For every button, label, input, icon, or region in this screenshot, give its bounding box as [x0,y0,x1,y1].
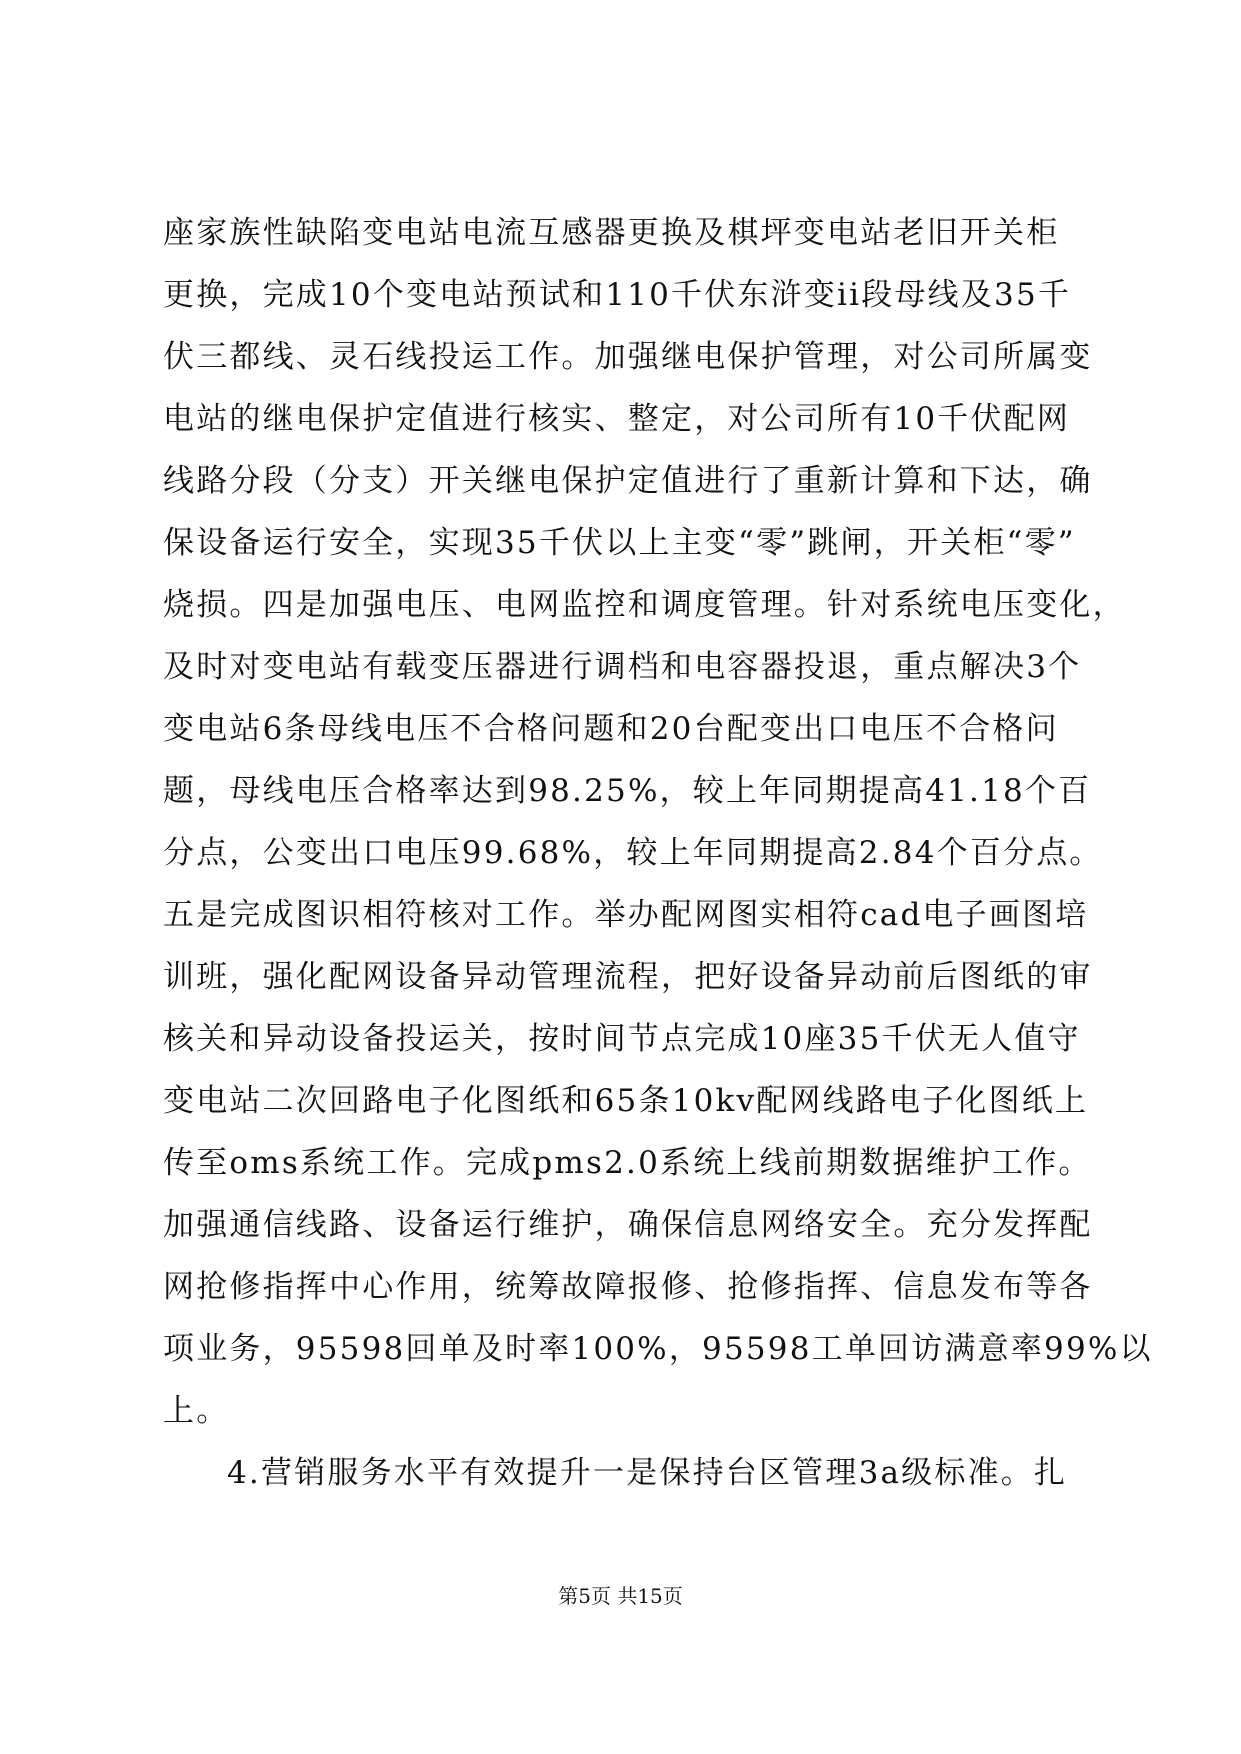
body-text-line: 电站的继电保护定值进行核实、整定，对公司所有10千伏配网 [163,401,1071,437]
body-text-line: 烧损。四是加强电压、电网监控和调度管理。针对系统电压变化， [163,587,1126,623]
paragraph-first-line: 4.营销服务水平有效提升一是保持台区管理3a级标准。扎 [227,1455,1068,1491]
body-text-line: 题，母线电压合格率达到98.25%，较上年同期提高41.18个百 [163,773,1092,809]
body-text-line: 分点，公变出口电压99.68%，较上年同期提高2.84个百分点。 [163,835,1103,871]
body-text-line: 网抢修指挥中心作用，统筹故障报修、抢修指挥、信息发布等各 [163,1269,1093,1305]
body-text-line: 上。 [163,1393,230,1429]
body-text-line: 训班，强化配网设备异动管理流程，把好设备异动前后图纸的审 [163,959,1093,995]
body-text-line: 核关和异动设备投运关，按时间节点完成10座35千伏无人值守 [163,1021,1081,1057]
body-text-line: 项业务，95598回单及时率100%，95598工单回访满意率99%以 [163,1331,1153,1367]
body-text-line: 更换，完成10个变电站预试和110千伏东浒变ii段母线及35千 [163,277,1072,313]
body-text-line: 座家族性缺陷变电站电流互感器更换及棋坪变电站老旧开关柜 [163,215,1060,251]
body-text-line: 变电站6条母线电压不合格问题和20台配变出口电压不合格问 [163,711,1059,747]
body-text-line: 加强通信线路、设备运行维护，确保信息网络安全。充分发挥配 [163,1207,1093,1243]
body-text-line: 保设备运行安全，实现35千伏以上主变“零”跳闸，开关柜“零” [163,525,1076,561]
body-text-line: 线路分段（分支）开关继电保护定值进行了重新计算和下达，确 [163,463,1093,499]
body-text-line: 及时对变电站有载变压器进行调档和电容器投退，重点解决3个 [163,649,1082,685]
page-number-footer: 第5页 共15页 [558,1584,683,1608]
body-text-line: 五是完成图识相符核对工作。举办配网图实相符cad电子画图培 [163,897,1089,933]
body-text-line: 传至oms系统工作。完成pms2.0系统上线前期数据维护工作。 [163,1145,1092,1181]
body-text-line: 伏三都线、灵石线投运工作。加强继电保护管理，对公司所属变 [163,339,1093,375]
body-text-line: 变电站二次回路电子化图纸和65条10kv配网线路电子化图纸上 [163,1083,1089,1119]
